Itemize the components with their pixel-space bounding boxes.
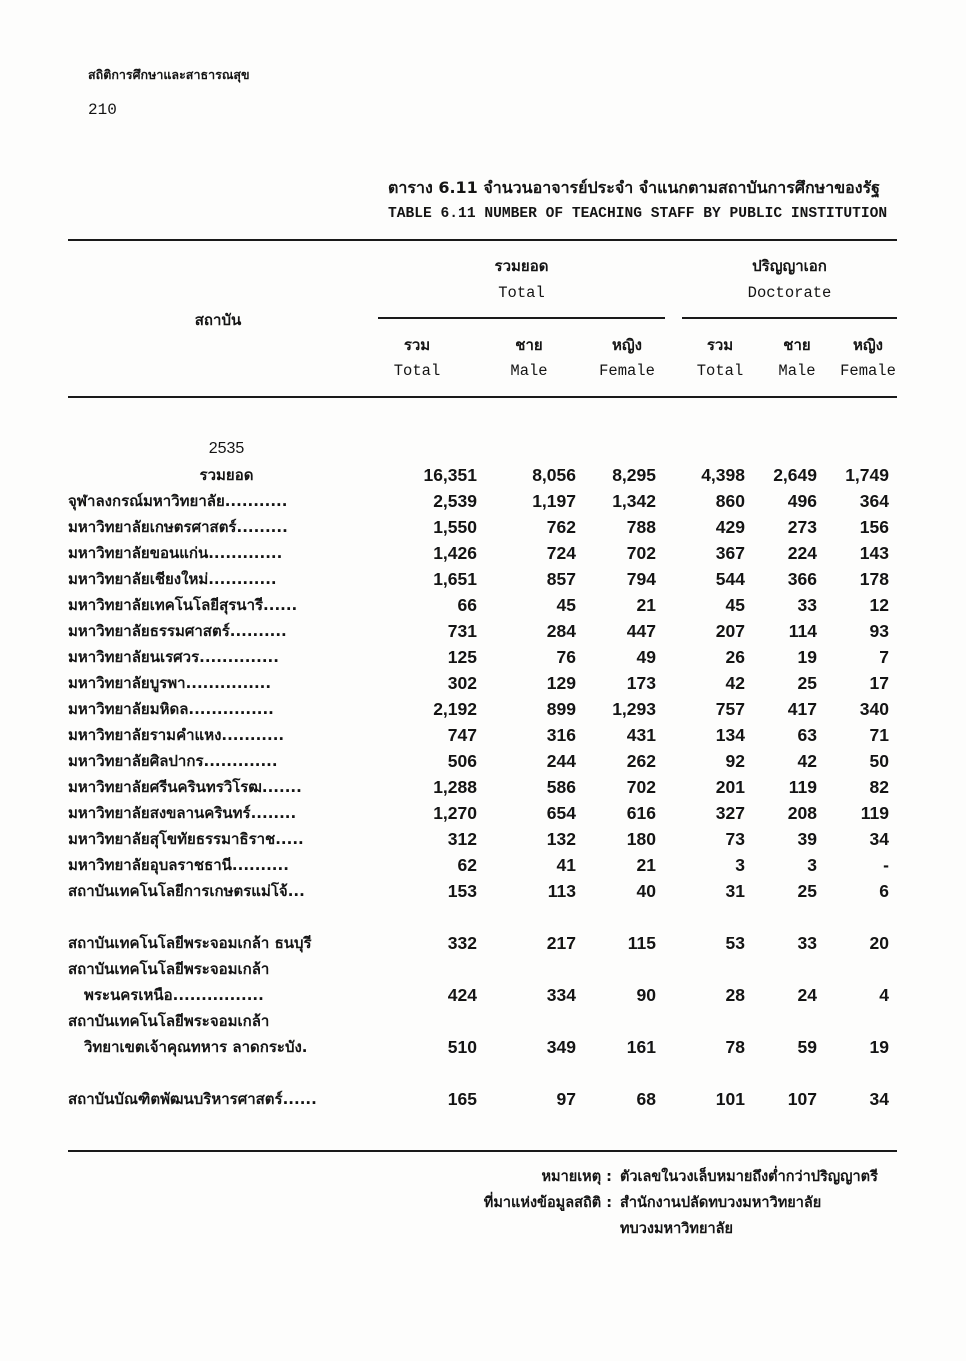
value-doctorate-total: 201 [715, 777, 745, 797]
value-male: 349 [546, 1037, 576, 1057]
value-female: 21 [636, 595, 656, 615]
value-total: 1,651 [433, 569, 477, 589]
value-female: 794 [626, 569, 656, 589]
value-male: 654 [546, 803, 576, 823]
table-row [0, 566, 966, 592]
institution-name: มหาวิทยาลัยรามคำแหง........... [68, 726, 285, 744]
value-male: 97 [556, 1089, 576, 1109]
source-line: สำนักงานปลัดทบวงมหาวิทยาลัย [620, 1195, 822, 1211]
table-row [0, 488, 966, 514]
value-doctorate-male: 224 [787, 543, 817, 563]
value-doctorate-female: 34 [869, 829, 889, 849]
value-doctorate-male: 25 [797, 881, 817, 901]
value-male: 8,056 [532, 465, 576, 485]
header-bottom-rule [68, 396, 897, 398]
table-body [0, 436, 966, 1112]
subheader-male-thai: ชาย [515, 336, 543, 354]
institution-name: สถาบันเทคโนโลยีพระจอมเกล้า [68, 1012, 270, 1030]
value-total: 16,351 [423, 465, 477, 485]
institution-name: สถาบันเทคโนโลยีพระจอมเกล้า ธนบุรี [68, 934, 312, 952]
table-row [0, 800, 966, 826]
value-doctorate-male: 273 [787, 517, 817, 537]
value-doctorate-total: 757 [715, 699, 745, 719]
group-spacer [0, 1060, 966, 1086]
institution-name: มหาวิทยาลัยศรีนครินทรวิโรฒ....... [68, 778, 302, 796]
value-total: 2,192 [433, 699, 477, 719]
group-spacer [0, 904, 966, 930]
value-doctorate-total: 31 [725, 881, 745, 901]
value-total: 1,426 [433, 543, 477, 563]
value-total: 312 [447, 829, 477, 849]
subheader-doctorate-total-english: Total [696, 362, 744, 380]
value-doctorate-male: 63 [797, 725, 817, 745]
value-doctorate-total: 134 [715, 725, 745, 745]
value-total: 165 [447, 1089, 477, 1109]
institution-name: มหาวิทยาลัยธรรมศาสตร์.......... [68, 622, 287, 640]
table-row [0, 878, 966, 904]
value-doctorate-total: 28 [725, 985, 745, 1005]
institution-name: มหาวิทยาลัยเกษตรศาสตร์......... [68, 518, 288, 536]
value-doctorate-male: 39 [797, 829, 817, 849]
value-female: 90 [636, 985, 656, 1005]
value-total: 1,288 [433, 777, 477, 797]
value-doctorate-female: 50 [869, 751, 889, 771]
value-doctorate-total: 207 [715, 621, 745, 641]
table-row [0, 1008, 966, 1034]
table-top-rule [68, 239, 897, 241]
table-row [0, 618, 966, 644]
value-doctorate-male: 417 [787, 699, 817, 719]
subheader-doctorate-male-english: Male [778, 362, 816, 380]
value-total: 731 [447, 621, 477, 641]
table-row [0, 722, 966, 748]
institution-name: มหาวิทยาลัยศิลปากร............. [68, 752, 278, 770]
value-doctorate-male: 33 [797, 933, 817, 953]
value-doctorate-male: 114 [788, 621, 817, 641]
value-doctorate-total: 78 [725, 1037, 745, 1057]
value-doctorate-total: 73 [725, 829, 745, 849]
value-female: 68 [636, 1089, 656, 1109]
value-female: 788 [626, 517, 656, 537]
value-total: 1,270 [433, 803, 477, 823]
value-female: 431 [626, 725, 656, 745]
value-female: 49 [636, 647, 656, 667]
value-male: 113 [547, 881, 576, 901]
value-male: 132 [546, 829, 576, 849]
table-row [0, 930, 966, 956]
value-female: 8,295 [612, 465, 656, 485]
value-female: 173 [626, 673, 656, 693]
value-doctorate-male: 59 [797, 1037, 817, 1057]
table-row [0, 540, 966, 566]
value-doctorate-male: 496 [787, 491, 817, 511]
value-male: 76 [556, 647, 576, 667]
value-doctorate-female: 34 [869, 1089, 889, 1109]
value-doctorate-female: 20 [869, 933, 889, 953]
table-title-thai: ตาราง 6.11 จำนวนอาจารย์ประจำ จำแนกตามสถาบันการศึกษาของรัฐ [388, 178, 880, 197]
value-female: 702 [626, 777, 656, 797]
value-doctorate-total: 327 [715, 803, 745, 823]
value-doctorate-male: 25 [797, 673, 817, 693]
value-female: 262 [626, 751, 656, 771]
table-row-continuation [0, 982, 966, 1008]
value-total: 153 [447, 881, 477, 901]
institution-name: จุฬาลงกรณ์มหาวิทยาลัย........... [68, 492, 288, 510]
institution-name: มหาวิทยาลัยนเรศวร.............. [68, 648, 279, 666]
institution-name: มหาวิทยาลัยสุโขทัยธรรมาธิราช..... [68, 830, 304, 848]
total-row [0, 462, 966, 488]
institution-name: มหาวิทยาลัยอุบลราชธานี.......... [68, 856, 289, 874]
value-doctorate-male: 3 [807, 855, 817, 875]
value-doctorate-female: 12 [869, 595, 889, 615]
value-doctorate-total: 367 [715, 543, 745, 563]
value-total: 302 [447, 673, 477, 693]
value-doctorate-male: 2,649 [773, 465, 817, 485]
value-doctorate-female: 340 [859, 699, 889, 719]
subheader-total-thai: รวม [403, 336, 431, 354]
value-female: 40 [636, 881, 656, 901]
value-total: 506 [447, 751, 477, 771]
table-row [0, 748, 966, 774]
value-female: 447 [626, 621, 656, 641]
institution-name: มหาวิทยาลัยสงขลานครินทร์........ [68, 804, 297, 822]
table-row [0, 514, 966, 540]
institution-name: มหาวิทยาลัยเทคโนโลยีสุรนารี...... [68, 596, 298, 614]
value-doctorate-male: 366 [787, 569, 817, 589]
value-total: 125 [447, 647, 477, 667]
table-row [0, 852, 966, 878]
value-doctorate-total: 26 [725, 647, 745, 667]
value-doctorate-male: 42 [797, 751, 817, 771]
year-label: 2535 [208, 440, 245, 457]
subheader-doctorate-female-english: Female [840, 362, 896, 380]
value-male: 857 [546, 569, 576, 589]
value-female: 115 [627, 933, 656, 953]
value-male: 41 [556, 855, 576, 875]
subheader-total-english: Total [393, 362, 441, 380]
group-header-total-thai: รวมยอด [494, 257, 549, 275]
table-row [0, 956, 966, 982]
value-female: 1,342 [612, 491, 656, 511]
value-female: 21 [636, 855, 656, 875]
value-doctorate-total: 42 [725, 673, 745, 693]
value-total: 510 [447, 1037, 477, 1057]
value-total: 1,550 [433, 517, 477, 537]
value-male: 244 [546, 751, 576, 771]
institution-name: มหาวิทยาลัยบูรพา............... [68, 674, 272, 692]
value-doctorate-female: 82 [869, 777, 889, 797]
running-title: สถิติการศึกษาและสาธารณสุข [88, 67, 250, 82]
subheader-doctorate-male-thai: ชาย [783, 336, 811, 354]
institution-name: สถาบันเทคโนโลยีการเกษตรแม่โจ้... [68, 882, 305, 900]
subheader-doctorate-female-thai: หญิง [853, 336, 883, 354]
value-doctorate-female: 7 [879, 647, 889, 667]
value-doctorate-male: 119 [788, 777, 817, 797]
institution-name: มหาวิทยาลัยเชียงใหม่............ [68, 570, 277, 588]
value-male: 217 [546, 933, 576, 953]
doctorate-group-rule [682, 317, 897, 319]
institution-name: มหาวิทยาลัยขอนแก่น............. [68, 544, 283, 562]
value-total: 424 [447, 985, 477, 1005]
table-row [0, 774, 966, 800]
value-doctorate-total: 3 [735, 855, 745, 875]
value-doctorate-total: 860 [715, 491, 745, 511]
value-female: 702 [626, 543, 656, 563]
total-group-rule [378, 317, 665, 319]
year-row [0, 436, 966, 462]
source-line: ทบวงมหาวิทยาลัย [620, 1221, 733, 1237]
group-header-total-english: Total [498, 284, 545, 302]
table-title-english: TABLE 6.11 NUMBER OF TEACHING STAFF BY PUBLIC INSTITUTION [388, 206, 888, 222]
subheader-doctorate-total-thai: รวม [706, 336, 734, 354]
value-doctorate-female: 17 [869, 673, 889, 693]
value-female: 1,293 [612, 699, 656, 719]
value-doctorate-male: 19 [797, 647, 817, 667]
table-bottom-rule [68, 1150, 897, 1152]
value-doctorate-female: - [883, 855, 889, 875]
value-total: 747 [447, 725, 477, 745]
value-doctorate-female: 156 [859, 517, 889, 537]
value-female: 161 [626, 1037, 656, 1057]
institution-name: สถาบันบัณฑิตพัฒนบริหารศาสตร์...... [68, 1090, 317, 1108]
value-male: 129 [546, 673, 576, 693]
total-row-label: รวมยอด [199, 466, 254, 484]
group-header-doctorate-english: Doctorate [747, 284, 832, 302]
table-row [0, 644, 966, 670]
value-doctorate-female: 4 [879, 985, 889, 1005]
value-doctorate-total: 4,398 [701, 465, 745, 485]
value-doctorate-female: 19 [869, 1037, 889, 1057]
value-doctorate-total: 429 [715, 517, 745, 537]
value-doctorate-total: 92 [725, 751, 745, 771]
value-doctorate-female: 143 [859, 543, 889, 563]
value-doctorate-male: 24 [797, 985, 817, 1005]
remark-label: หมายเหตุ : [541, 1169, 612, 1185]
source-label: ที่มาแห่งข้อมูลสถิติ : [483, 1195, 612, 1211]
value-doctorate-male: 33 [797, 595, 817, 615]
value-doctorate-female: 6 [879, 881, 889, 901]
institution-name: สถาบันเทคโนโลยีพระจอมเกล้า [68, 960, 270, 978]
institution-name: วิทยาเขตเจ้าคุณทหาร ลาดกระบัง. [84, 1038, 308, 1056]
value-doctorate-female: 119 [860, 803, 889, 823]
value-male: 45 [556, 595, 576, 615]
value-male: 316 [546, 725, 576, 745]
institution-name: พระนครเหนือ................ [84, 986, 264, 1004]
subheader-female-thai: หญิง [612, 336, 642, 354]
value-doctorate-female: 178 [859, 569, 889, 589]
value-male: 1,197 [532, 491, 576, 511]
value-doctorate-total: 45 [725, 595, 745, 615]
institution-name: มหาวิทยาลัยมหิดล............... [68, 700, 274, 718]
table-row-continuation [0, 1034, 966, 1060]
value-total: 62 [457, 855, 477, 875]
value-doctorate-female: 364 [859, 491, 889, 511]
group-header-doctorate-thai: ปริญญาเอก [752, 257, 827, 275]
value-doctorate-total: 53 [725, 933, 745, 953]
value-total: 2,539 [433, 491, 477, 511]
page-number: 210 [88, 101, 117, 119]
subheader-female-english: Female [599, 362, 655, 380]
value-doctorate-total: 101 [715, 1089, 745, 1109]
value-doctorate-female: 1,749 [845, 465, 889, 485]
institution-header: สถาบัน [194, 311, 242, 329]
value-doctorate-female: 71 [869, 725, 889, 745]
value-doctorate-male: 107 [787, 1089, 817, 1109]
value-male: 586 [546, 777, 576, 797]
table-row [0, 592, 966, 618]
value-total: 332 [447, 933, 477, 953]
value-male: 284 [546, 621, 576, 641]
table-row [0, 670, 966, 696]
value-doctorate-total: 544 [715, 569, 745, 589]
value-doctorate-female: 93 [869, 621, 889, 641]
value-doctorate-male: 208 [787, 803, 817, 823]
value-male: 899 [546, 699, 576, 719]
table-row [0, 696, 966, 722]
subheader-male-english: Male [510, 362, 548, 380]
table-row [0, 826, 966, 852]
remark-text: ตัวเลขในวงเล็บหมายถึงต่ำกว่าปริญญาตรี [620, 1169, 878, 1185]
value-male: 762 [546, 517, 576, 537]
value-male: 724 [546, 543, 576, 563]
value-female: 616 [626, 803, 656, 823]
value-total: 66 [457, 595, 477, 615]
value-male: 334 [546, 985, 576, 1005]
value-female: 180 [626, 829, 656, 849]
table-row [0, 1086, 966, 1112]
